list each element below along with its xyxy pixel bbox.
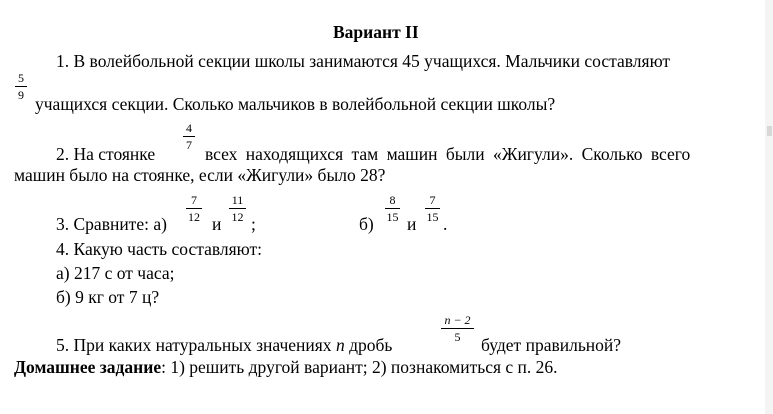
fraction-n-minus-2-over-5: n − 2 5 — [441, 314, 474, 343]
problem-2-rest: всех находящихся там машин были «Жигули». Сколько всего — [205, 144, 691, 164]
fraction-4-7: 4 7 — [183, 122, 195, 151]
fraction-8-15: 8 15 — [386, 193, 399, 224]
problem-3-period: . — [443, 214, 448, 234]
problem-3-b-label: б) — [359, 214, 374, 234]
problem-1-line-1: 1. В волейбольной секции школы занимаются 45 учащихся. Мальчики составляют — [56, 51, 671, 71]
problem-5-end: будет правильной? — [481, 335, 622, 355]
scroll-marker[interactable] — [767, 126, 772, 136]
problem-3-prefix: 3. Сравните: а) — [56, 214, 167, 234]
fraction-7-15: 7 15 — [426, 193, 439, 224]
fraction-7-12: 7 12 — [188, 193, 200, 224]
problem-5-start: 5. При каких натуральных значениях n дробь — [56, 335, 393, 355]
problem-3-and-1: и — [212, 214, 222, 234]
scrollbar[interactable] — [765, 0, 773, 414]
homework-label: Домашнее задание — [14, 357, 162, 377]
homework-line — [14, 357, 558, 378]
problem-2-line-2: машин было на стоянке, если «Жигули» было 28? — [14, 165, 386, 185]
problem-4-b: б) 9 кг от 7 ц? — [56, 287, 160, 307]
fraction-11-12: 11 12 — [229, 194, 246, 223]
problem-4-heading: 4. Какую часть составляют: — [56, 239, 263, 259]
fraction-5-9: 5 9 — [15, 72, 27, 101]
problem-3-semicolon: ; — [251, 214, 256, 234]
problem-4-a: а) 217 с от часа; — [56, 263, 175, 283]
variable-n: n — [335, 335, 345, 355]
problem-1-line-2: учащихся секции. Сколько мальчиков в волейбольной секции школы? — [35, 94, 556, 114]
page-title: Вариант II — [333, 22, 419, 42]
problem-3-and-2: и — [407, 214, 417, 234]
problem-2-start: 2. На стоянке — [56, 144, 156, 164]
homework-text: : 1) решить другой вариант; 2) познакомиться с п. 26. — [161, 357, 558, 377]
